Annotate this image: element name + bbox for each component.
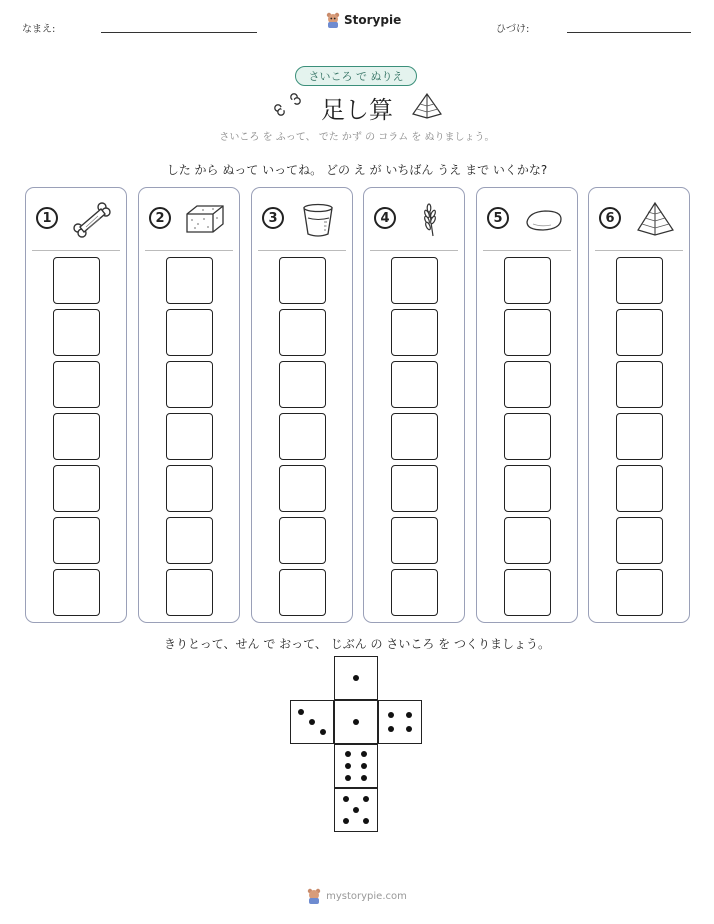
color-box[interactable]: [279, 517, 326, 564]
color-box[interactable]: [504, 361, 551, 408]
die-pip: [353, 807, 359, 813]
bear-icon: [326, 12, 340, 28]
die-pip: [406, 726, 412, 732]
column-divider: [595, 250, 683, 251]
die-face-6: [334, 744, 378, 788]
die-face-1: [334, 700, 378, 744]
color-box[interactable]: [616, 257, 663, 304]
column-divider: [370, 250, 458, 251]
color-box[interactable]: [616, 309, 663, 356]
column-number: 6: [599, 207, 621, 229]
color-box[interactable]: [279, 413, 326, 460]
column-number: 4: [374, 207, 396, 229]
column-divider: [145, 250, 233, 251]
column-divider: [258, 250, 346, 251]
column-divider: [483, 250, 571, 251]
color-box[interactable]: [53, 257, 100, 304]
color-box[interactable]: [391, 517, 438, 564]
column-divider: [32, 250, 120, 251]
column-6: [588, 187, 690, 623]
footer-url: mystorypie.com: [326, 890, 407, 902]
column-header: [26, 188, 126, 250]
color-box[interactable]: [166, 465, 213, 512]
name-label: なまえ:: [22, 24, 56, 35]
brand-name: Storypie: [344, 13, 402, 27]
die-pip: [309, 719, 315, 725]
pyramid-icon: [410, 92, 444, 120]
color-box[interactable]: [391, 569, 438, 616]
column-number: 3: [262, 207, 284, 229]
color-box[interactable]: [53, 569, 100, 616]
column-5: [476, 187, 578, 623]
column-2: [138, 187, 240, 623]
date-line: [567, 32, 691, 33]
color-box[interactable]: [279, 361, 326, 408]
color-box[interactable]: [504, 309, 551, 356]
color-box[interactable]: [53, 465, 100, 512]
color-box[interactable]: [166, 569, 213, 616]
cut-instruction: きりとって、せん で おって、 じぶん の さいころ を つくりましょう。: [164, 637, 550, 651]
die-face-3: [290, 700, 334, 744]
die-face-4: [378, 700, 422, 744]
color-box[interactable]: [166, 413, 213, 460]
column-header: [364, 188, 464, 250]
color-box[interactable]: [616, 569, 663, 616]
color-box[interactable]: [391, 309, 438, 356]
color-box[interactable]: [166, 309, 213, 356]
die-pip: [320, 729, 326, 735]
column-1: [25, 187, 127, 623]
sponge-icon: [183, 200, 227, 238]
footer: [0, 888, 714, 904]
die-pip: [406, 712, 412, 718]
die-pip: [343, 796, 349, 802]
brand-logo: [326, 12, 401, 28]
column-header: [252, 188, 352, 250]
die-pip: [361, 763, 367, 769]
die-pip: [353, 719, 359, 725]
column-number: 2: [149, 207, 171, 229]
color-box[interactable]: [504, 517, 551, 564]
bone-icon: [70, 200, 114, 238]
color-box[interactable]: [504, 413, 551, 460]
column-header: [477, 188, 577, 250]
color-box[interactable]: [616, 465, 663, 512]
die-pip: [388, 726, 394, 732]
date-label: ひづけ:: [496, 24, 530, 35]
wheat-icon: [408, 200, 452, 238]
activity-pill: さいころ で ぬりえ: [295, 66, 417, 86]
die-pip: [345, 775, 351, 781]
bear-icon: [307, 888, 321, 904]
color-box[interactable]: [53, 517, 100, 564]
color-box[interactable]: [279, 257, 326, 304]
name-line: [101, 32, 257, 33]
color-box[interactable]: [504, 569, 551, 616]
column-header: [139, 188, 239, 250]
page-title: 足し算: [321, 96, 393, 124]
column-header: [589, 188, 689, 250]
column-4: [363, 187, 465, 623]
color-box[interactable]: [391, 465, 438, 512]
die-pip: [361, 775, 367, 781]
die-pip: [298, 709, 304, 715]
color-box[interactable]: [504, 465, 551, 512]
color-box[interactable]: [616, 517, 663, 564]
column-number: 1: [36, 207, 58, 229]
die-pip: [361, 751, 367, 757]
color-box[interactable]: [166, 517, 213, 564]
color-box[interactable]: [616, 361, 663, 408]
color-box[interactable]: [53, 309, 100, 356]
instruction: した から ぬって いってね。 どの え が いちばん うえ まで いくかな?: [166, 163, 548, 177]
die-pip: [345, 751, 351, 757]
color-box[interactable]: [166, 257, 213, 304]
die-net: [290, 656, 424, 834]
color-box[interactable]: [279, 569, 326, 616]
stone-icon: [521, 200, 565, 238]
die-pip: [363, 796, 369, 802]
color-box[interactable]: [279, 309, 326, 356]
column-3: [251, 187, 353, 623]
color-box[interactable]: [391, 257, 438, 304]
die-pip: [343, 818, 349, 824]
color-box[interactable]: [504, 257, 551, 304]
color-box[interactable]: [391, 361, 438, 408]
subtitle: さいころ を ふって、 でた かず の コラム を ぬりましょう。: [219, 132, 495, 143]
die-face-5: [334, 788, 378, 832]
die-pip: [345, 763, 351, 769]
die-pip: [388, 712, 394, 718]
color-box[interactable]: [166, 361, 213, 408]
die-face-1: [334, 656, 378, 700]
pyramid-icon: [633, 200, 677, 238]
cup-icon: [296, 200, 340, 238]
color-box[interactable]: [53, 413, 100, 460]
column-number: 5: [487, 207, 509, 229]
color-box[interactable]: [391, 413, 438, 460]
die-pip: [353, 675, 359, 681]
die-pip: [363, 818, 369, 824]
color-box[interactable]: [279, 465, 326, 512]
color-box[interactable]: [53, 361, 100, 408]
color-box[interactable]: [616, 413, 663, 460]
